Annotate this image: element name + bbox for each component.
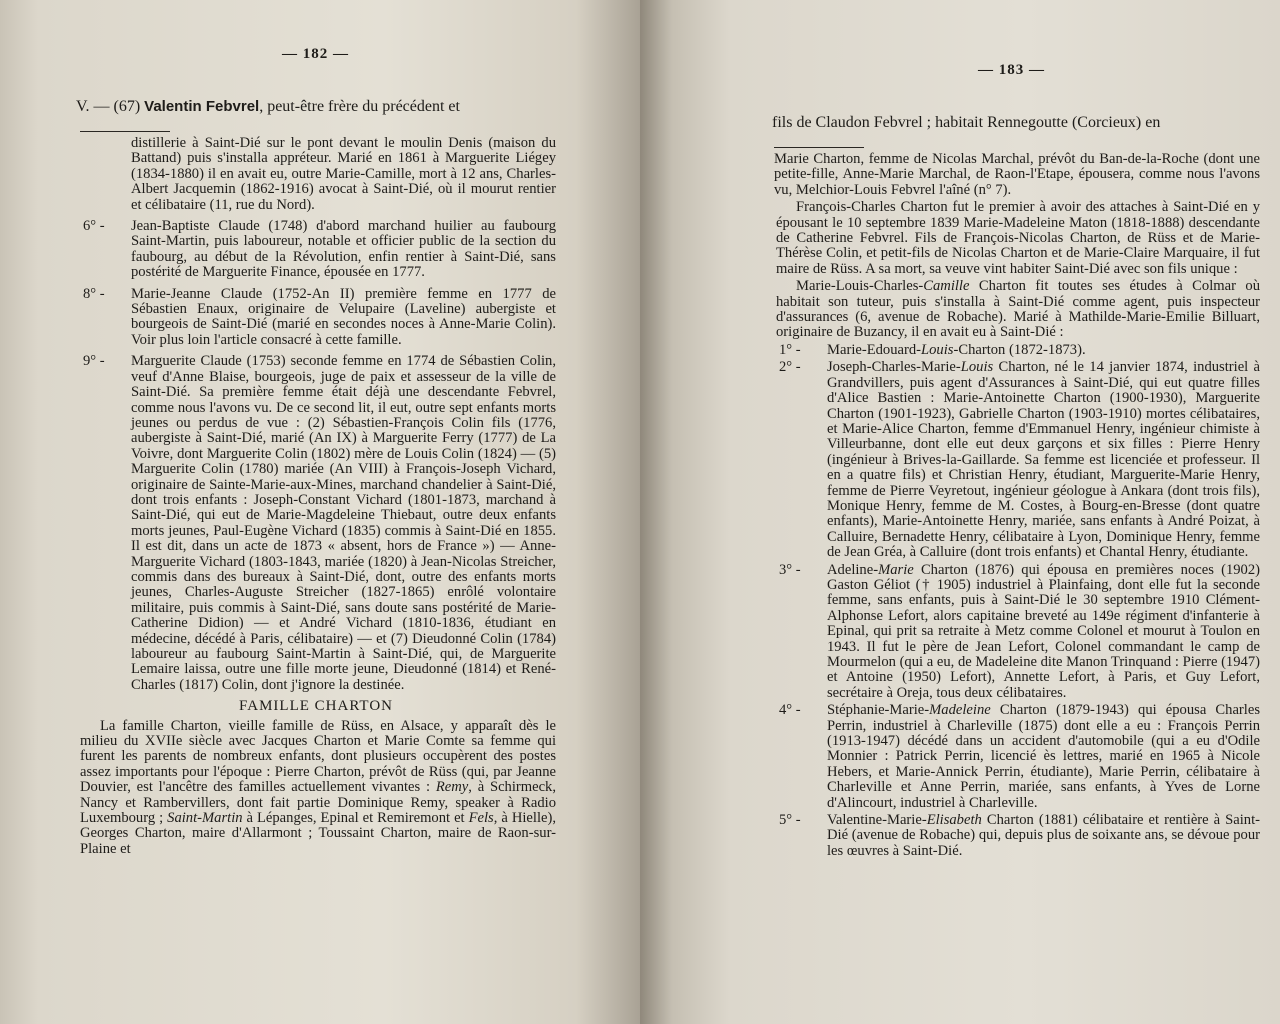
text-run: Marie-Edouard- bbox=[827, 341, 922, 358]
left-page-body bbox=[76, 97, 556, 863]
text-run: Adeline- bbox=[827, 561, 879, 578]
right-page-body bbox=[772, 113, 1260, 861]
entry-number: 1° - bbox=[779, 341, 801, 358]
entry-8 bbox=[83, 285, 556, 349]
lead-rest: , peut-être frère du précédent et bbox=[259, 98, 460, 115]
note-continuation: distillerie à Saint-Dié sur le pont devant le moulin Denis (maison du Battand) puis s'installa appréteur. Marié en 1861 à Marguerite Liégey (1834-1880) il en avait eu, outre Marie-Camille, mort à 12 ans, Charles-Albert Jacquemin (1862-1916) avocat à Saint-Dié, où il mourut rentier et célibataire (11, rue du Nord). bbox=[131, 135, 556, 213]
footnote-rule bbox=[80, 131, 170, 132]
left-lead-line bbox=[76, 97, 556, 117]
text-run: Stéphanie-Marie- bbox=[827, 702, 930, 719]
text-run: Charton, né le 14 janvier 1874, industriel à Grandvillers, puis agent d'Assurances à Saint-Dié, qui eut quatre filles d'Alice Bastien : Marie-Antoinette Charton (1900-1930), Marguerite Charton (1901-1923), Gabrielle Charton (1903-1910) mortes célibataires, et Marie-Alice Charton, femme d'Emmanuel Henry, ingénieur chimiste à Villeurbanne, dont elle eut deux garçons et six filles : Pierre Henry (ingénieur à Brives-la-Gaillarde. Sa femme est licenciée et professeur. Il en a quatre fils) et Christian Henry, étudiant, Marguerite-Marie Henry, femme de Pierre Veyretout, ingénieur géologue à Ankara (dont trois fils), Monique Henry, femme de M. Costes, à Bourg-en-Bresse (dont quatre enfants), Marie-Antoinette Henry, mariée, sans enfants à André Poizat, à Calluire, Bernadette Henry, célibataire à Lyon, Dominique Henry, femme de Jean Gréa, à Calluire (dont trois enfants) et Chantal Henry, étudiante. bbox=[827, 359, 1260, 561]
entry-5 bbox=[779, 812, 1260, 859]
entry-2 bbox=[779, 359, 1260, 561]
italic-run: Madeleine bbox=[929, 702, 991, 719]
text-run: La famille Charton, vieille famille de Rüss, en Alsace, y apparaît dès le milieu du XVIIe siècle avec Jacques Charton et Marie Comte sa femme qui furent les parents de nombreux enfants, dont plusieurs occupèrent des postes assez importants pour l'époque : Pierre Charton, prévôt de Rüss (qui, par Jeanne Douvier, est l'ancêtre des familles actuellement vivantes : bbox=[80, 717, 556, 796]
right-page bbox=[640, 0, 1280, 1024]
entry-1 bbox=[779, 341, 1260, 358]
footnote-rule bbox=[774, 147, 864, 148]
entry-text: Marie-Jeanne Claude (1752-An II) première femme en 1777 de Sébastien Enaux, originaire de Velupaire (Laveline) aubergiste et bourgeois de Saint-Dié (marié en secondes noces à Anne-Marie Colin). Voir plus loin l'article consacré à cette famille. bbox=[131, 285, 556, 348]
text-run: Charton fit toutes ses études à Colmar où habitait son tuteur, puis s'installa à Saint-Dié comme agent, puis inspecteur d'assurances (6, avenue de Robache). Marié à Mathilde-Marie-Emilie Billuart, originaire de Buzancy, il en avait eu à Saint-Dié : bbox=[776, 278, 1260, 341]
entry-number: 2° - bbox=[779, 359, 801, 376]
entry-number: 9° - bbox=[83, 353, 105, 370]
text-run: Charton (1876) qui épousa en premières noces (1902) Gaston Géliot († 1905) industriel à Plainfaing, dont elle fut la seconde femme, sans enfants, puis à Saint-Dié le 30 septembre 1910 Clément-Alphonse Lefort, alors capitaine breveté au 149e régiment d'infanterie à Epinal, qui prit sa retraite à Metz comme Colonel et mourut à Toulon en 1943. Il fut le père de Jean Lefort, Colonel commandant le camp de Mourmelon (qui a eu, de Madeleine dite Manon Trinquand : Pierre (1947) et Antoine (1950) Lefort), Annette Lefort, à Paris, et Guy Lefort, secrétaire à Oreja, tous deux célibataires. bbox=[827, 561, 1260, 701]
text-run: Joseph-Charles-Marie- bbox=[827, 359, 961, 376]
paragraph-francois-charles: François-Charles Charton fut le premier à avoir des attaches à Saint-Dié en y épousant le 10 septembre 1839 Marie-Madeleine Maton (1818-1888) descendante de Catherine Febvrel. Fils de François-Nicolas Charton, de Rüss et de Marie-Thérèse Colin, et petit-fils de Nicolas Charton et de Marie-Claire Marquaire, il fut maire de Rüss. A sa mort, sa veuve vint habiter Saint-Dié avec son fils unique : bbox=[776, 199, 1260, 277]
entry-number: 6° - bbox=[83, 218, 105, 235]
entry-number: 5° - bbox=[779, 812, 801, 829]
entry-text: Marguerite Claude (1753) seconde femme en 1774 de Sébastien Colin, veuf d'Anne Blaise, bourgeois, juge de paix et assesseur de la ville de Saint-Dié. Sa première femme était déjà une descendante Febvrel, comme nous l'avons vu. De ce second lit, il eut, outre sept enfants morts jeunes ou perdus de vue : (2) Sébastien-François Colin fils (1776, aubergiste à Saint-Dié, marié (An IX) à Marguerite Ferry (1777) de La Voivre, dont Marguerite Colin (1802) mère de Louis Colin (1824) — (5) Marguerite Colin (1780) mariée (An VIII) à François-Joseph Vichard, originaire de Sainte-Marie-aux-Mines, marchand chandelier à Saint-Dié, dont trois enfants : Joseph-Constant Vichard (1801-1873, marchand à Saint-Dié, qui eut de Marie-Magdeleine Thiebaut, outre deux enfants morts jeunes, Paul-Eugène Vichard (1835) commis à Saint-Dié en 1855. Il est dit, dans un acte de 1873 « absent, hors de France ») — Anne-Marguerite Vichard (1803-1843, mariée (1820) à Jean-Nicolas Streicher, commis dans des bureaux à Saint-Dié, dont, outre des enfants morts jeunes, Charles-Auguste Streicher (1827-1865) enrôlé volontaire militaire, puis commis à Saint-Dié, sans doute sans postérité de Marie-Catherine Didion) — et André Vichard (1810-1836, étudiant en médecine, décédé à Paris, célibataire) — et (7) Dieudonné Colin (1784) laboureur au faubourg Saint-Martin à Saint-Dié, qui, de Marguerite Lemaire laissa, outre une fille morte jeune, Dieudonné (1814) et René-Charles (1817) Colin, dont j'ignore la destinée. bbox=[131, 353, 556, 693]
italic-run: Remy bbox=[435, 779, 469, 796]
entry-number: 3° - bbox=[779, 561, 801, 578]
italic-run: Louis bbox=[921, 341, 954, 358]
text-run: Charton (1879-1943) qui épousa Charles Perrin, industriel à Charleville (1875) dont elle a eu : François Perrin (1913-1947) décédé dans un accident d'automobile (qui a eu d'Odile Monnier : Patrick Perrin, licencié ès lettres, marié en 1965 à Nicole Hebers, et Marie-Annick Perrin, étudiante), Marie Perrin, célibataire à Charleville et Anne Perrin, mariée, sans enfants, à Yves de Lorne d'Alincourt, industriel à Charleville. bbox=[827, 702, 1260, 811]
lead-prefix: V. — (67) bbox=[76, 98, 145, 115]
text-run: à Lépanges, Epinal et Remiremont et bbox=[242, 810, 469, 827]
italic-run: Saint-Martin bbox=[167, 810, 243, 827]
entry-6 bbox=[83, 218, 556, 281]
text-run: , à Hielle), Georges Charton, maire d'Allarmont ; Toussaint Charton, maire de Raon-sur-Plaine et bbox=[80, 810, 556, 857]
italic-run: Louis bbox=[960, 359, 994, 376]
entry-number: 4° - bbox=[779, 702, 801, 719]
italic-run: Camille bbox=[923, 278, 970, 295]
italic-run: Elisabeth bbox=[926, 812, 982, 829]
right-lead-line: fils de Claudon Febvrel ; habitait Rennegoutte (Corcieux) en bbox=[772, 114, 1161, 131]
text-run: -Charton (1872-1873). bbox=[953, 341, 1086, 358]
entry-text: Jean-Baptiste Claude (1748) d'abord marchand huilier au faubourg Saint-Martin, puis laboureur, notable et officier public de la section du faubourg, au début de la Révolution, enfin rentier à Saint-Dié, sans postérité de Marguerite Finance, épousée en 1777. bbox=[131, 218, 556, 281]
left-page-number: — 182 — bbox=[282, 46, 349, 62]
right-page-number: — 183 — bbox=[978, 62, 1045, 78]
note-continuation: Marie Charton, femme de Nicolas Marchal, prévôt du Ban-de-la-Roche (dont une petite-fille, Anne-Marie Marchal, de Raon-l'Etape, épousera, comme nous l'avons vu, Melchior-Louis Febvrel l'aîné (n° 7). bbox=[774, 151, 1260, 198]
text-run: Valentine-Marie- bbox=[827, 812, 927, 829]
lead-name: Valentin Febvrel bbox=[144, 98, 260, 115]
paragraph-camille bbox=[776, 279, 1260, 341]
text-run: Marie-Louis-Charles- bbox=[796, 278, 924, 295]
section-heading: FAMILLE CHARTON bbox=[239, 698, 393, 715]
entry-number: 8° - bbox=[83, 285, 105, 302]
text-run: Charton (1881) célibataire et rentière à Saint-Dié (avenue de Robache) qui, depuis plus de soixante ans, se dévoue pour les œuvres à Saint-Dié. bbox=[827, 812, 1260, 859]
section-paragraph bbox=[80, 719, 556, 858]
text-run: , à Schirmeck, Nancy et Rambervillers, dont fait partie Dominique Remy, speaker à Radio Luxembourg ; bbox=[80, 779, 557, 827]
italic-run: Fels bbox=[468, 810, 494, 827]
entry-3 bbox=[779, 561, 1260, 702]
italic-run: Marie bbox=[878, 561, 914, 578]
entry-4 bbox=[779, 702, 1260, 811]
entry-9 bbox=[83, 353, 556, 693]
